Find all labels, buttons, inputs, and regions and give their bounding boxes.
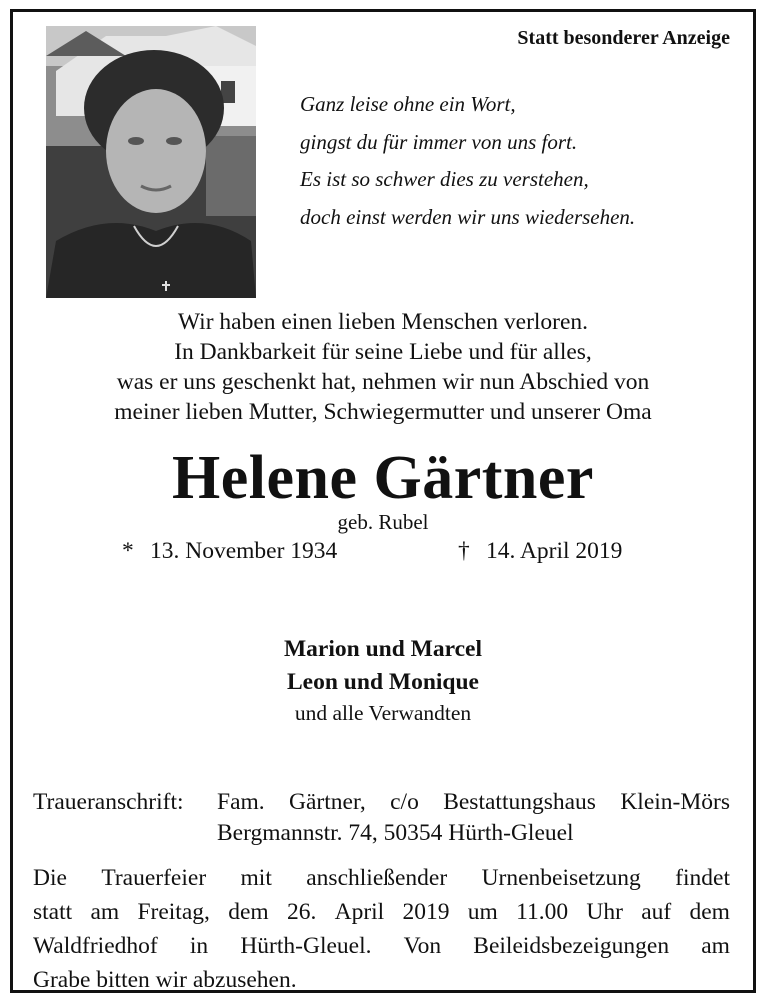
address-label: Traueranschrift: [33, 789, 184, 815]
service-info [33, 861, 730, 997]
service-word: mit [240, 865, 272, 891]
family-line: Leon und Monique [287, 669, 479, 695]
service-line [33, 895, 730, 929]
service-word: 2019 [402, 899, 450, 925]
address-word: Bestattungshaus [443, 789, 596, 815]
birth-date: 13. November 1934 [150, 538, 338, 564]
service-word: 26. [286, 899, 317, 925]
poem-line: Ganz leise ohne ein Wort, [300, 92, 516, 116]
service-word: Trauerfeier [101, 865, 207, 891]
service-word: anschließender [306, 865, 448, 891]
relatives-line: und alle Verwandten [294, 701, 472, 725]
poem-line: Es ist so schwer dies zu verstehen, [300, 167, 589, 191]
birth-star-icon: * [122, 538, 134, 564]
death-date: 14. April 2019 [486, 538, 623, 564]
service-line: Grabe bitten wir abzusehen. [33, 967, 297, 993]
service-word: in [189, 933, 209, 959]
poem-line: gingst du für immer von uns fort. [300, 129, 578, 154]
service-word: Urnenbeisetzung [481, 865, 641, 891]
poem [300, 86, 635, 236]
service-word: 11.00 [516, 899, 569, 925]
birth-info [122, 538, 337, 565]
death-cross-icon: † [458, 538, 470, 564]
service-word: dem [228, 899, 269, 925]
service-word: am [701, 933, 730, 959]
service-word: um [467, 899, 498, 925]
intro-line: was er uns geschenkt hat, nehmen wir nun Abschied von [116, 369, 650, 395]
maiden-name: geb. Rubel [337, 510, 429, 534]
service-word: am [90, 899, 120, 925]
service-word: dem [689, 899, 730, 925]
mourning-address [33, 787, 730, 849]
address-word: Fam. [217, 789, 265, 815]
address-word: c/o [390, 789, 419, 815]
service-word: Von [403, 933, 442, 959]
intro-line: In Dankbarkeit für seine Liebe und für alles, [174, 339, 592, 365]
portrait-photo [46, 26, 256, 298]
intro-line: Wir haben einen lieben Menschen verloren. [177, 309, 589, 335]
service-word: findet [675, 865, 730, 891]
address-line [217, 787, 730, 818]
service-word: Hürth-Gleuel. [240, 933, 372, 959]
service-word: Waldfriedhof [33, 933, 158, 959]
family-signatures [0, 633, 766, 727]
family-line: Marion und Marcel [284, 636, 482, 662]
address-word: Gärtner, [289, 789, 366, 815]
notice-header: Statt besonderer Anzeige [517, 27, 730, 49]
service-line [33, 861, 730, 895]
poem-line: doch einst werden wir uns wiedersehen. [300, 204, 636, 229]
intro-line: meiner lieben Mutter, Schwiegermutter und unserer Oma [114, 399, 652, 425]
service-word: Uhr [586, 899, 623, 925]
service-word: Freitag, [137, 899, 210, 925]
service-word: Die [33, 865, 67, 891]
intro-text [0, 307, 766, 427]
deceased-name: Helene Gärtner [172, 444, 594, 512]
service-word: April [334, 899, 385, 925]
address-street: Bergmannstr. 74, 50354 Hürth-Gleuel [217, 820, 574, 846]
service-word: statt [33, 899, 73, 925]
service-word: Beileidsbezeigungen [473, 933, 670, 959]
service-word: auf [641, 899, 672, 925]
address-word: Klein-Mörs [620, 789, 730, 815]
death-info [458, 538, 622, 565]
service-line [33, 929, 730, 963]
